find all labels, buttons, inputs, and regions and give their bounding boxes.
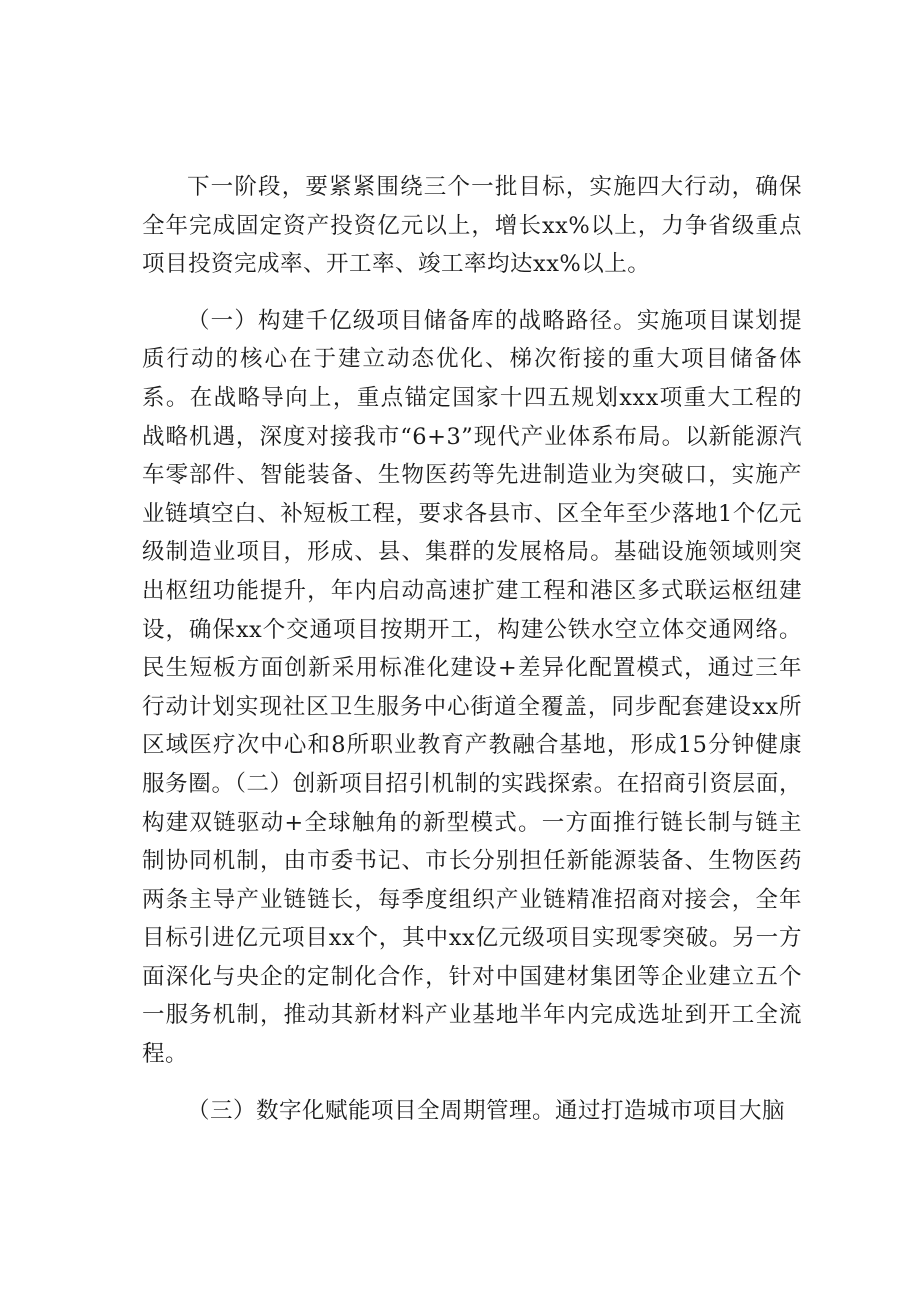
paragraph-section-one: （一）构建千亿级项目储备库的战略路径。实施项目谋划提质行动的核心在于建立动态优化、梯次衔接的重大项目储备体系。在战略导向上，重点锚定国家十四五规划xxx项重大工程的战略机遇，深度对接我市“6+3”现代产业体系布局。以新能源汽车零部件、智能装备、生物医药等先进制造业为突破口，实施产业链填空白、补短板工程，要求各县市、区全年至少落地1个亿元级制造业项目，形成、县、集群的发展格局。基础设施领域则突出枢纽功能提升，年内启动高速扩建工程和港区多式联运枢纽建设，确保xx个交通项目按期开工，构建公铁水空立体交通网络。民生短板方面创新采用标准化建设+差异化配置模式，通过三年行动计划实现社区卫生服务中心街道全覆盖，同步配套建设xx所区域医疗次中心和8所职业教育产教融合基地，形成15分钟健康服务圈。（二）创新项目招引机制的实践探索。在招商引资层面，构建双链驱动+全球触角的新型模式。一方面推行链长制与链主制协同机制，由市委书记、市长分别担任新能源装备、生物医药两条主导产业链链长，每季度组织产业链精准招商对接会，全年目标引进亿元项目xx个，其中xx亿元级项目实现零突破。另一方面深化与央企的定制化合作，针对中国建材集团等企业建立五个一服务机制，推动其新材料产业基地半年内完成选址到开工全流程。 bbox=[142, 307, 802, 1068]
paragraph-section-three: （三）数字化赋能项目全周期管理。通过打造城市项目大脑 bbox=[187, 1097, 786, 1124]
document-body bbox=[142, 168, 802, 1130]
paragraph-intro: 下一阶段，要紧紧围绕三个一批目标，实施四大行动，确保全年完成固定资产投资亿元以上，增长xx%以上，力争省级重点项目投资完成率、开工率、竣工率均达xx%以上。 bbox=[142, 174, 802, 278]
